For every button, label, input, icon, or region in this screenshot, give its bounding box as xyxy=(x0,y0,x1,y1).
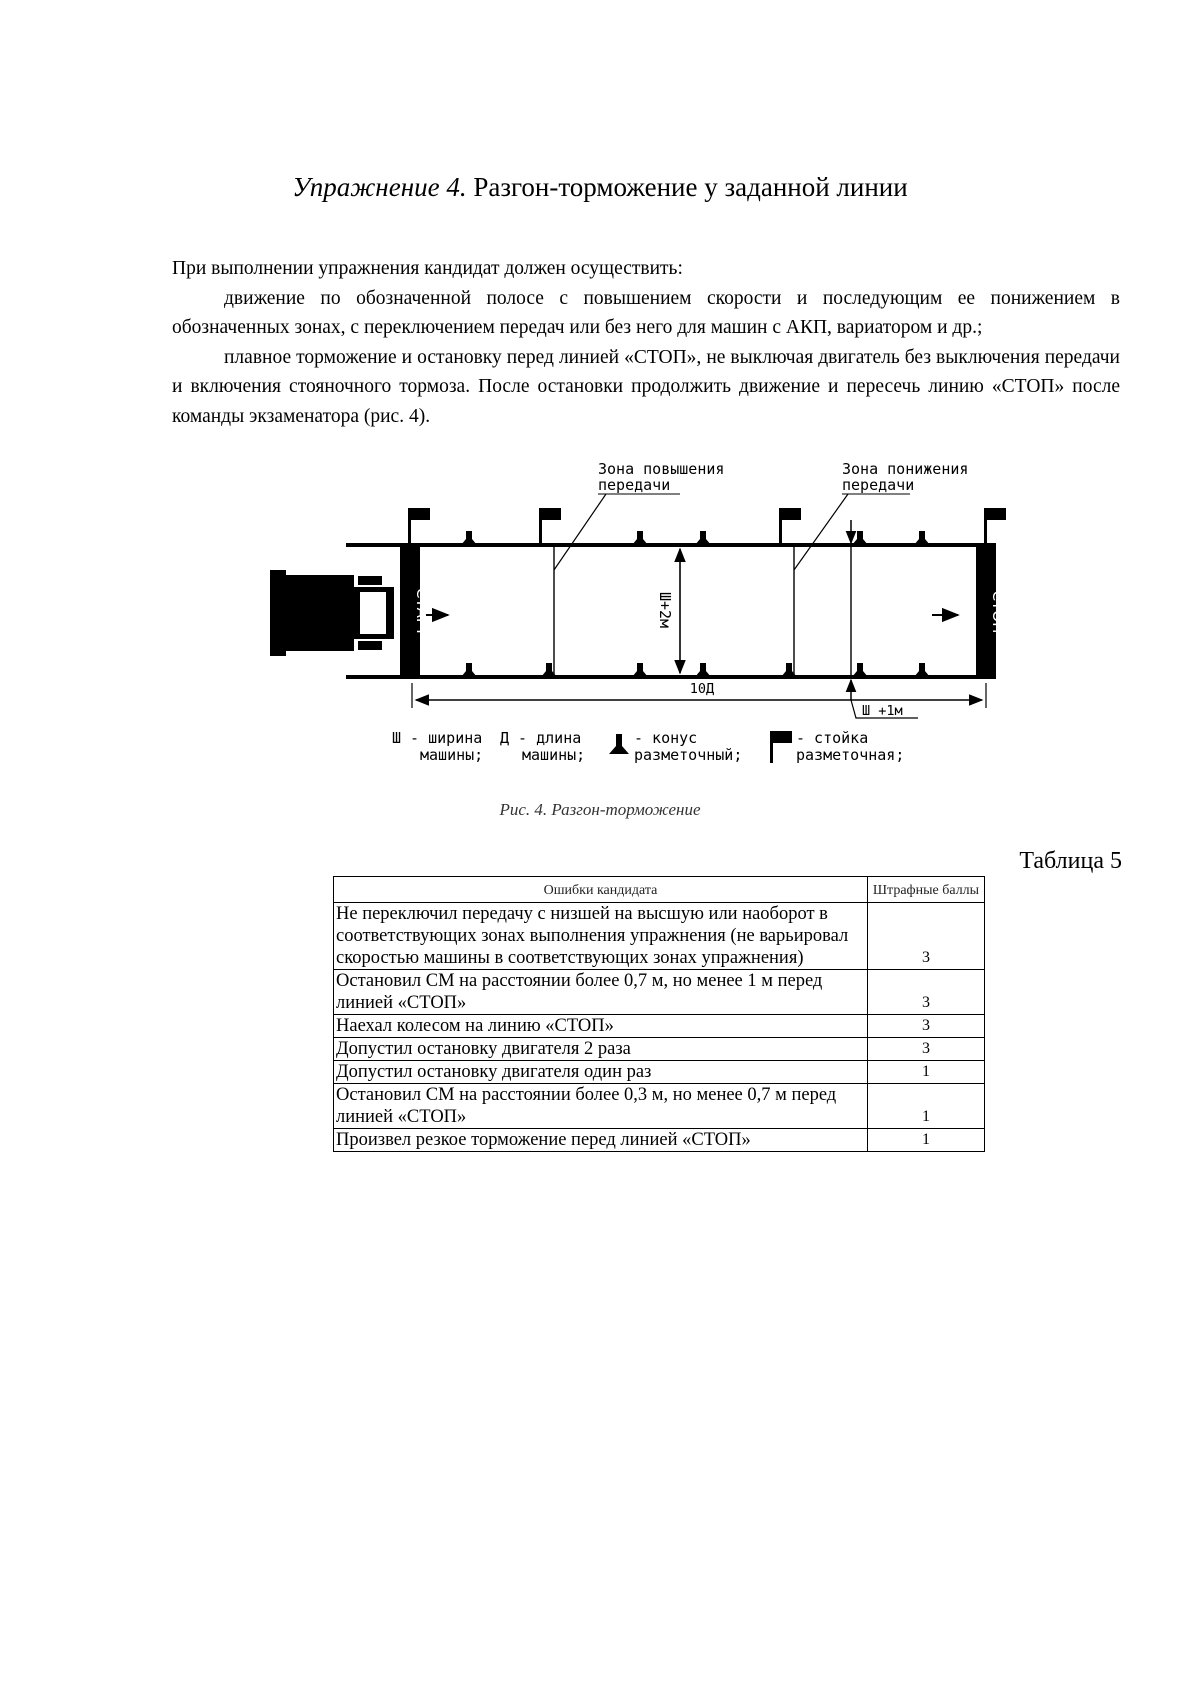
error-text: Произвел резкое торможение перед линией «СТОП» xyxy=(334,1129,868,1152)
exercise-name: Разгон-торможение у заданной линии xyxy=(473,172,908,202)
legend-post-icon xyxy=(770,731,792,763)
exercise-diagram xyxy=(270,450,1010,800)
width-dimension-label: Ш+2м xyxy=(656,591,674,629)
legend-post-1: - стойка xyxy=(796,729,869,747)
error-points: 1 xyxy=(868,1129,985,1152)
car-icon xyxy=(270,570,394,656)
error-text: Остановил СМ на расстоянии более 0,7 м, но менее 1 м перед линией «СТОП» xyxy=(334,970,868,1015)
legend-cone-icon xyxy=(609,734,629,754)
length-dimension-label: 10Д xyxy=(689,681,715,697)
error-text: Не переключил передачу с низшей на высшую или наоборот в соответствующих зонах выполнения упражнения (не варьировал скоростью машины в соответствующих зонах упражнения) xyxy=(334,903,868,970)
zone-down-label-1: Зона понижения xyxy=(842,460,969,478)
instructions-item-1: движение по обозначенной полосе с повышением скорости и последующим ее понижением в обозначенных зонах, с переключением передач или без него для машин с АКП, вариатором и др.; xyxy=(172,287,1120,338)
error-points: 1 xyxy=(868,1084,985,1129)
table-row xyxy=(334,1061,985,1084)
post-start-top xyxy=(408,508,430,546)
error-points: 1 xyxy=(868,1061,985,1084)
table-header-row xyxy=(334,877,985,903)
zone-down-leader xyxy=(794,494,848,570)
zone-up-leader xyxy=(554,494,606,570)
instructions-item-2: плавное торможение и остановку перед линией «СТОП», не выключая двигатель без выключения передачи и включения стояночного тормоза. После остановки продолжить движение и пересечь линию «СТОП» после команды экзаменатора (рис. 4). xyxy=(172,346,1120,427)
legend-width-2: машины; xyxy=(420,746,484,764)
error-points: 3 xyxy=(868,1038,985,1061)
offset-dimension-label: Ш +1м xyxy=(862,703,903,719)
legend-width-1: Ш - ширина xyxy=(392,729,483,747)
cones-bottom xyxy=(461,663,930,677)
table-row xyxy=(334,1084,985,1129)
header-points: Штрафные баллы xyxy=(868,877,985,903)
table-row xyxy=(334,1038,985,1061)
legend-post-2: разметочная; xyxy=(796,746,905,764)
legend-cone-1: - конус xyxy=(634,729,698,747)
legend-length-1: Д - длина xyxy=(500,729,582,747)
error-points: 3 xyxy=(868,1015,985,1038)
post-down-top xyxy=(779,508,801,546)
zone-up-label-2: передачи xyxy=(598,476,671,494)
table-row xyxy=(334,1015,985,1038)
table-row xyxy=(334,1129,985,1152)
penalty-table xyxy=(333,876,985,1152)
legend-cone-2: разметочный; xyxy=(634,746,743,764)
exercise-number: Упражнение 4. xyxy=(292,172,467,202)
table-row xyxy=(334,970,985,1015)
post-up-top xyxy=(539,508,561,546)
error-text: Наехал колесом на линию «СТОП» xyxy=(334,1015,868,1038)
table-row xyxy=(334,903,985,970)
exercise-title xyxy=(0,172,1200,203)
error-text: Допустил остановку двигателя 2 раза xyxy=(334,1038,868,1061)
instructions xyxy=(172,254,1120,431)
error-text: Допустил остановку двигателя один раз xyxy=(334,1061,868,1084)
start-label: СТАРТ xyxy=(413,587,431,637)
zone-up-label-1: Зона повышения xyxy=(598,460,725,478)
cones-top xyxy=(461,531,930,545)
lane-bottom-line xyxy=(346,675,996,679)
table-label: Таблица 5 xyxy=(1019,848,1122,874)
zone-down-label-2: передачи xyxy=(842,476,915,494)
stop-label: СТОП xyxy=(989,590,1007,634)
error-points: 3 xyxy=(868,970,985,1015)
header-errors: Ошибки кандидата xyxy=(334,877,868,903)
figure-caption: Рис. 4. Разгон-торможение xyxy=(499,800,701,819)
post-stop-top xyxy=(984,508,1006,546)
legend-length-2: машины; xyxy=(522,746,586,764)
lane-top-line xyxy=(346,543,996,547)
error-points: 3 xyxy=(868,903,985,970)
instructions-lead: При выполнении упражнения кандидат должен осуществить: xyxy=(172,258,683,279)
error-text: Остановил СМ на расстоянии более 0,3 м, но менее 0,7 м перед линией «СТОП» xyxy=(334,1084,868,1129)
